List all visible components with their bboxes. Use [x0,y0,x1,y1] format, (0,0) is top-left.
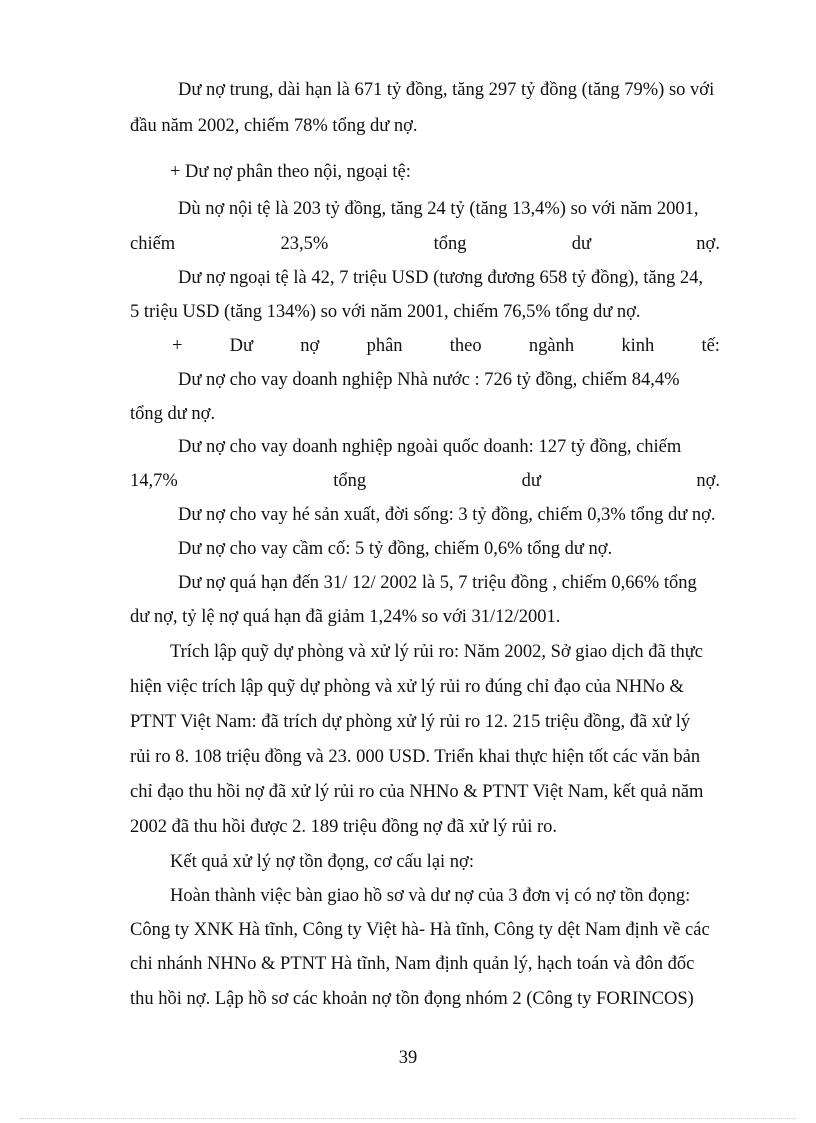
paragraph-line: rủi ro 8. 108 triệu đồng và 23. 000 USD. Triển khai thực hiện tốt các văn bản [130,747,701,767]
paragraph-line: tổng dư nợ. [130,404,216,424]
paragraph-line: Dư nợ cho vay doanh nghiệp Nhà nước : 726 tỷ đồng, chiếm 84,4% [178,370,680,390]
word: chiếm [130,234,176,254]
paragraph-line: Dù nợ nội tệ là 203 tỷ đồng, tăng 24 tỷ (tăng 13,4%) so với năm 2001, [178,199,699,219]
justified-line [130,469,720,493]
paragraph-line: thu hồi nợ. Lập hồ sơ các khoản nợ tồn đọng nhóm 2 (Công ty FORINCOS) [130,989,694,1009]
word: tổng [333,471,367,491]
page-bottom-divider [20,1118,796,1119]
paragraph-line: chi nhánh NHNo & PTNT Hà tĩnh, Nam định quản lý, hạch toán và đôn đốc [130,954,695,974]
section-heading: + Dư nợ phân theo nội, ngoại tệ: [170,162,411,182]
word: theo [449,336,482,356]
word: tổng [433,234,467,254]
paragraph-line: Hoàn thành việc bàn giao hồ sơ và dư nợ của 3 đơn vị có nợ tồn đọng: [170,886,691,906]
paragraph-line: 2002 đã thu hồi được 2. 189 triệu đồng nợ đã xử lý rủi ro. [130,817,558,837]
paragraph-line: Dư nợ cho vay doanh nghiệp ngoài quốc doanh: 127 tỷ đồng, chiếm [178,437,682,457]
section-heading: Kết quả xử lý nợ tồn đọng, cơ cấu lại nợ: [170,852,474,872]
word: nợ. [696,234,720,254]
paragraph-line: Công ty XNK Hà tĩnh, Công ty Việt hà- Hà tĩnh, Công ty dệt Nam định về các [130,920,710,940]
word: kinh [621,336,655,356]
word: dư [521,471,541,491]
word: phân [366,336,403,356]
word: Dư [229,336,254,356]
paragraph-line: 5 triệu USD (tăng 134%) so với năm 2001, chiếm 76,5% tổng dư nợ. [130,302,641,322]
paragraph-line: Trích lập quỹ dự phòng và xử lý rủi ro: Năm 2002, Sở giao dịch đã thực [170,642,703,662]
word: nợ [300,336,320,356]
section-heading [172,334,720,358]
paragraph-line: Dư nợ cho vay cầm cố: 5 tỷ đồng, chiếm 0,6% tổng dư nợ. [178,539,613,559]
paragraph-line: chỉ đạo thu hồi nợ đã xử lý rủi ro của NHNo & PTNT Việt Nam, kết quả năm [130,782,704,802]
paragraph-line: Dư nợ ngoại tệ là 42, 7 triệu USD (tương đương 658 tỷ đồng), tăng 24, [178,268,703,288]
paragraph-line: Dư nợ cho vay hé sản xuất, đời sống: 3 tỷ đồng, chiếm 0,3% tổng dư nợ. [178,505,716,525]
word: 23,5% [280,234,329,254]
page-number: 39 [398,1048,418,1068]
paragraph-line: hiện việc trích lập quỹ dự phòng và xử lý rủi ro đúng chỉ đạo của NHNo & [130,677,684,697]
justified-line [130,232,720,256]
paragraph-line: PTNT Việt Nam: đã trích dự phòng xử lý rủi ro 12. 215 triệu đồng, đã xử lý [130,712,691,732]
word: + [172,336,183,356]
paragraph-line: Dư nợ trung, dài hạn là 671 tỷ đồng, tăng 297 tỷ đồng (tăng 79%) so với [178,80,715,100]
paragraph-line: Dư nợ quá hạn đến 31/ 12/ 2002 là 5, 7 triệu đồng , chiếm 0,66% tổng [178,573,697,593]
paragraph-line: dư nợ, tỷ lệ nợ quá hạn đã giảm 1,24% so với 31/12/2001. [130,607,561,627]
word: ngành [528,336,575,356]
word: nợ. [696,471,720,491]
word: 14,7% [130,471,178,491]
word: dư [571,234,592,254]
word: tế: [701,336,720,356]
paragraph-line: đầu năm 2002, chiếm 78% tổng dư nợ. [130,116,418,136]
